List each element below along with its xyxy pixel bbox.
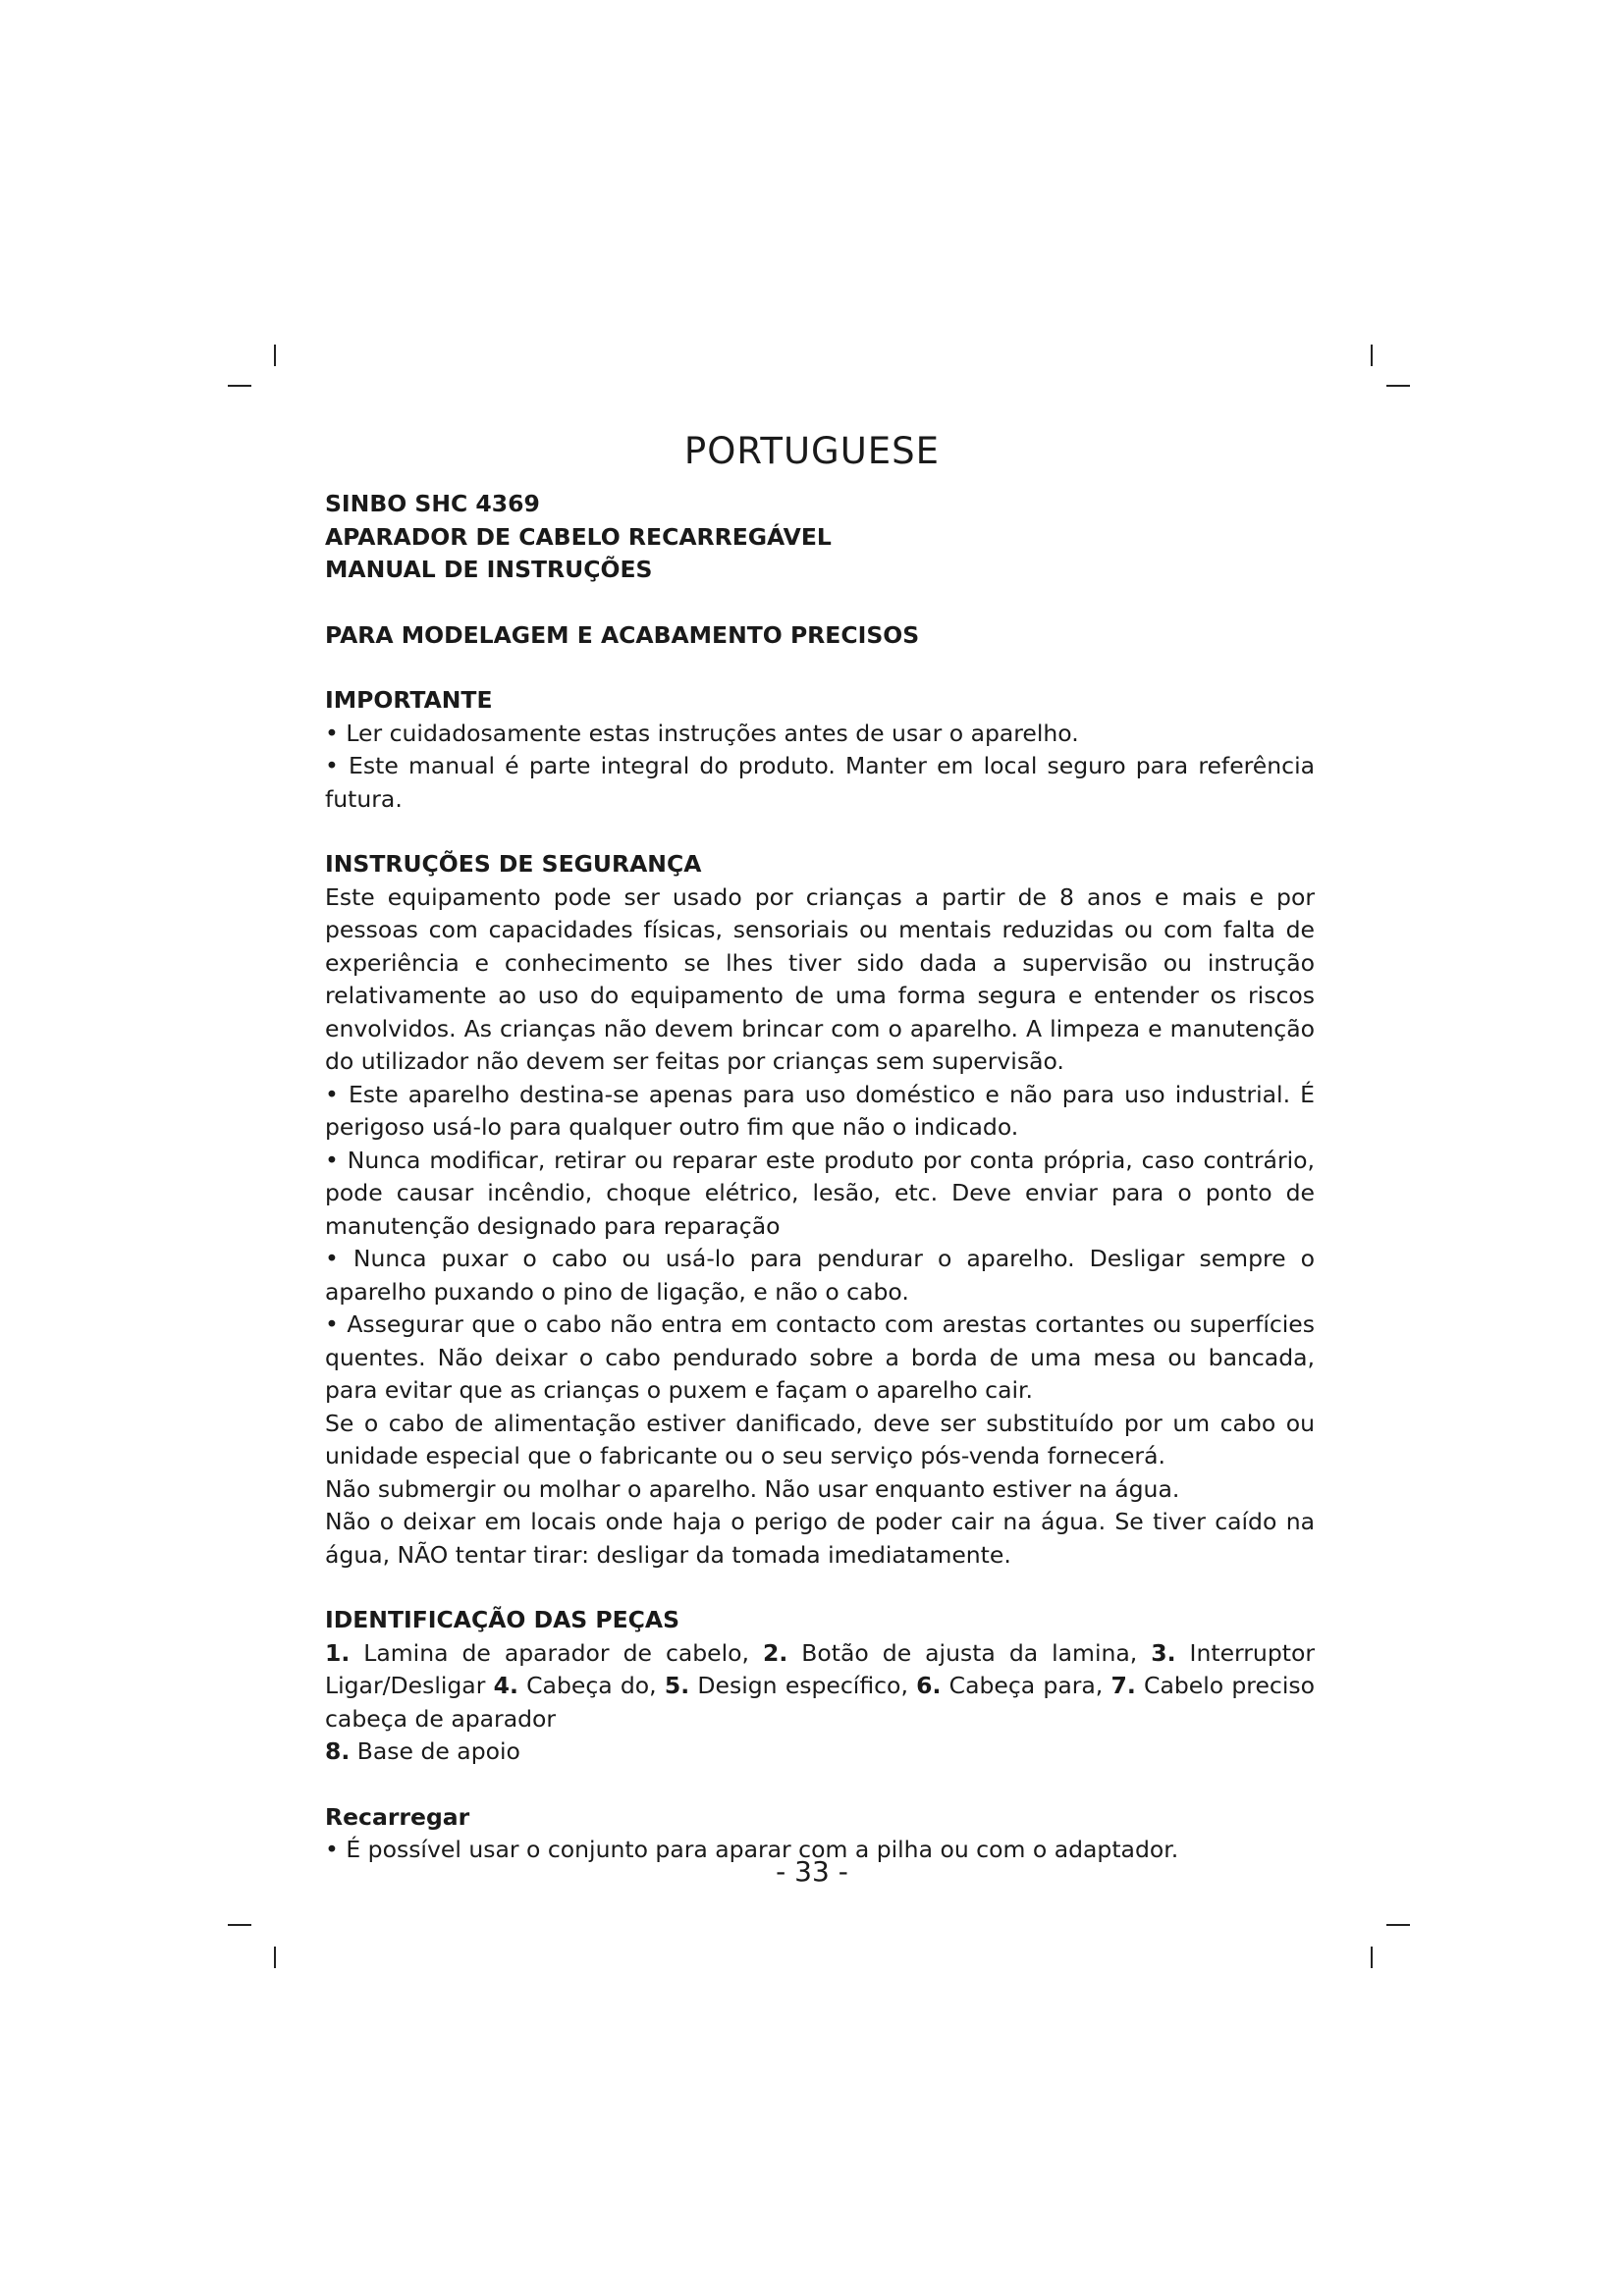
- part-number: 2.: [763, 1638, 788, 1667]
- product-heading: APARADOR DE CABELO RECARREGÁVEL: [325, 522, 832, 551]
- parts-heading: IDENTIFICAÇÃO DAS PEÇAS: [325, 1606, 680, 1633]
- crop-mark-top-right-vertical: [1371, 345, 1373, 366]
- page-number: - 33 -: [776, 1855, 848, 1888]
- parts-list: [325, 1637, 1315, 1736]
- part-label: Design específico,: [689, 1672, 917, 1699]
- manual-heading: MANUAL DE INSTRUÇÕES: [325, 556, 653, 583]
- part-label: Interruptor Ligar/Desligar: [325, 1638, 1315, 1699]
- part-label: Cabeça do,: [517, 1672, 665, 1699]
- recharge-item: • É possível usar o conjunto para aparar com a pilha ou com o adaptador.: [325, 1836, 1179, 1863]
- safety-paragraph: • Nunca modificar, retirar ou reparar este produto por conta própria, caso contrário, pode causar incêndio, choque elétrico, lesão, etc. Deve enviar para o ponto de manutenção designado para reparação: [325, 1146, 1315, 1240]
- safety-paragraph: • Este aparelho destina-se apenas para uso doméstico e não para uso industrial. É perigoso usá-lo para qualquer outro fim que não o indicado.: [325, 1080, 1315, 1141]
- part-label: Botão de ajusta da lamina,: [787, 1638, 1152, 1667]
- part-number: 8.: [325, 1737, 351, 1765]
- crop-mark-bottom-right-horizontal: [1386, 1924, 1410, 1926]
- part-number: 4.: [493, 1672, 518, 1699]
- safety-paragraph: • Nunca puxar o cabo ou usá-lo para pendurar o aparelho. Desligar sempre o aparelho puxando o pino de ligação, e não o cabo.: [325, 1245, 1315, 1306]
- part-label: Cabelo preciso cabeça de aparador: [325, 1672, 1315, 1733]
- important-item: • Este manual é parte integral do produto. Manter em local seguro para referência futura.: [325, 752, 1315, 813]
- part-label: Lamina de aparador de cabelo,: [350, 1638, 764, 1667]
- safety-paragraph: Se o cabo de alimentação estiver danificado, deve ser substituído por um cabo ou unidade especial que o fabricante ou o seu serviço pós-venda fornecerá.: [325, 1409, 1315, 1469]
- important-item: • Ler cuidadosamente estas instruções antes de usar o aparelho.: [325, 719, 1079, 747]
- safety-paragraph: Não submergir ou molhar o aparelho. Não usar enquanto estiver na água.: [325, 1474, 1180, 1503]
- part-label: Base de apoio: [350, 1737, 520, 1765]
- crop-mark-top-left-vertical: [274, 345, 276, 366]
- tagline: PARA MODELAGEM E ACABAMENTO PRECISOS: [325, 620, 920, 649]
- part-number: 6.: [916, 1672, 942, 1699]
- crop-mark-top-left-horizontal: [228, 385, 251, 387]
- important-heading: IMPORTANTE: [325, 686, 493, 714]
- safety-heading: INSTRUÇÕES DE SEGURANÇA: [325, 850, 702, 878]
- safety-paragraph: Não o deixar em locais onde haja o perigo de poder cair na água. Se tiver caído na água, NÃO tentar tirar: desligar da tomada imediatamente.: [325, 1508, 1315, 1569]
- parts-list-last: [325, 1735, 1315, 1769]
- crop-mark-bottom-left-vertical: [274, 1947, 276, 1968]
- page-title: PORTUGUESE: [683, 430, 941, 472]
- part-number: 5.: [664, 1672, 690, 1699]
- part-number: 1.: [325, 1638, 351, 1667]
- recharge-heading: Recarregar: [325, 1802, 470, 1831]
- safety-paragraph: Este equipamento pode ser usado por crianças a partir de 8 anos e mais e por pessoas com capacidades físicas, sensoriais ou mentais reduzidas ou com falta de experiência e conhecimento se lhes tiver sido dada a supervisão ou instrução relativamente ao uso do equipamento de uma forma segura e entender os riscos envolvidos. As crianças não devem brincar com o aparelho. A limpeza e manutenção do utilizador não devem ser feitas por crianças sem supervisão.: [325, 882, 1315, 1075]
- model-heading: SINBO SHC 4369: [325, 490, 540, 517]
- part-number: 3.: [1151, 1638, 1176, 1667]
- crop-mark-bottom-left-horizontal: [228, 1924, 251, 1926]
- manual-content: [325, 488, 1315, 1867]
- crop-mark-top-right-horizontal: [1386, 385, 1410, 387]
- crop-mark-bottom-right-vertical: [1371, 1947, 1373, 1968]
- part-number: 7.: [1110, 1672, 1136, 1699]
- part-label: Cabeça para,: [941, 1672, 1111, 1699]
- safety-paragraph: • Assegurar que o cabo não entra em contacto com arestas cortantes ou superfícies quentes. Não deixar o cabo pendurado sobre a borda de uma mesa ou bancada, para evitar que as crianças o puxem e façam o aparelho cair.: [325, 1310, 1315, 1404]
